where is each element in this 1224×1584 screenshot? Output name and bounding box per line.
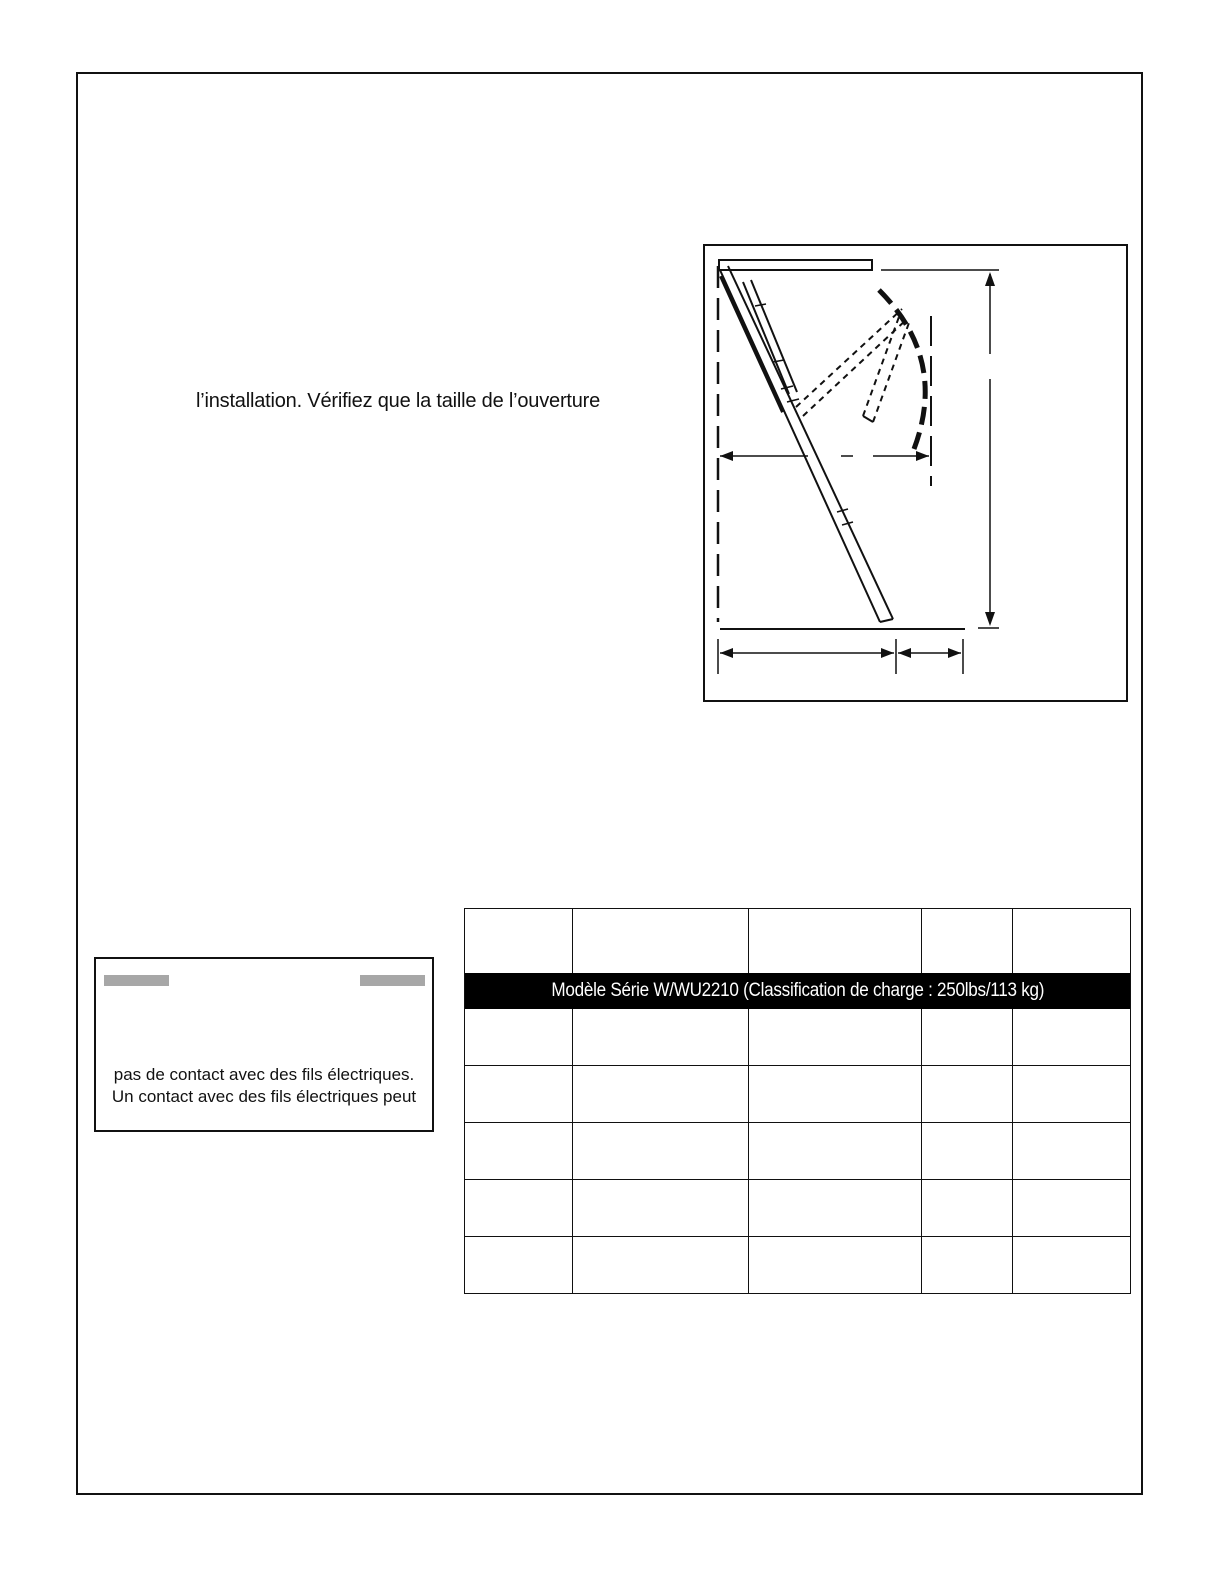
- frame-line: [721, 276, 783, 412]
- swing-arc: [879, 290, 925, 449]
- table-row-divider: [465, 1179, 1130, 1180]
- intro-text-line: l’installation. Vérifiez que la taille de l’ouverture: [196, 390, 601, 412]
- ladder-clearance-diagram: [703, 244, 1128, 702]
- series-heading-text: Modèle Série W/WU2210 (Classification de charge : 250lbs/113 kg): [551, 980, 1044, 1001]
- ladder-diagram-svg: [703, 244, 1128, 702]
- table-row-divider: [465, 1236, 1130, 1237]
- table-row-divider: [465, 1122, 1130, 1123]
- warning-text-line: pas de contact avec des fils électriques.: [113, 1065, 415, 1084]
- ceiling-panel: [719, 260, 872, 270]
- warning-text-line: Un contact avec des fils électriques peut: [111, 1087, 417, 1106]
- table-row-divider: [465, 1065, 1130, 1066]
- swing-path-upper: [796, 309, 902, 407]
- specification-table: [464, 908, 1131, 1294]
- warning-box: [94, 957, 434, 1132]
- warning-bar-right: [360, 975, 425, 986]
- ladder-rail-inner: [728, 266, 893, 619]
- series-heading-banner: [465, 973, 1130, 1009]
- warning-bar-left: [104, 975, 169, 986]
